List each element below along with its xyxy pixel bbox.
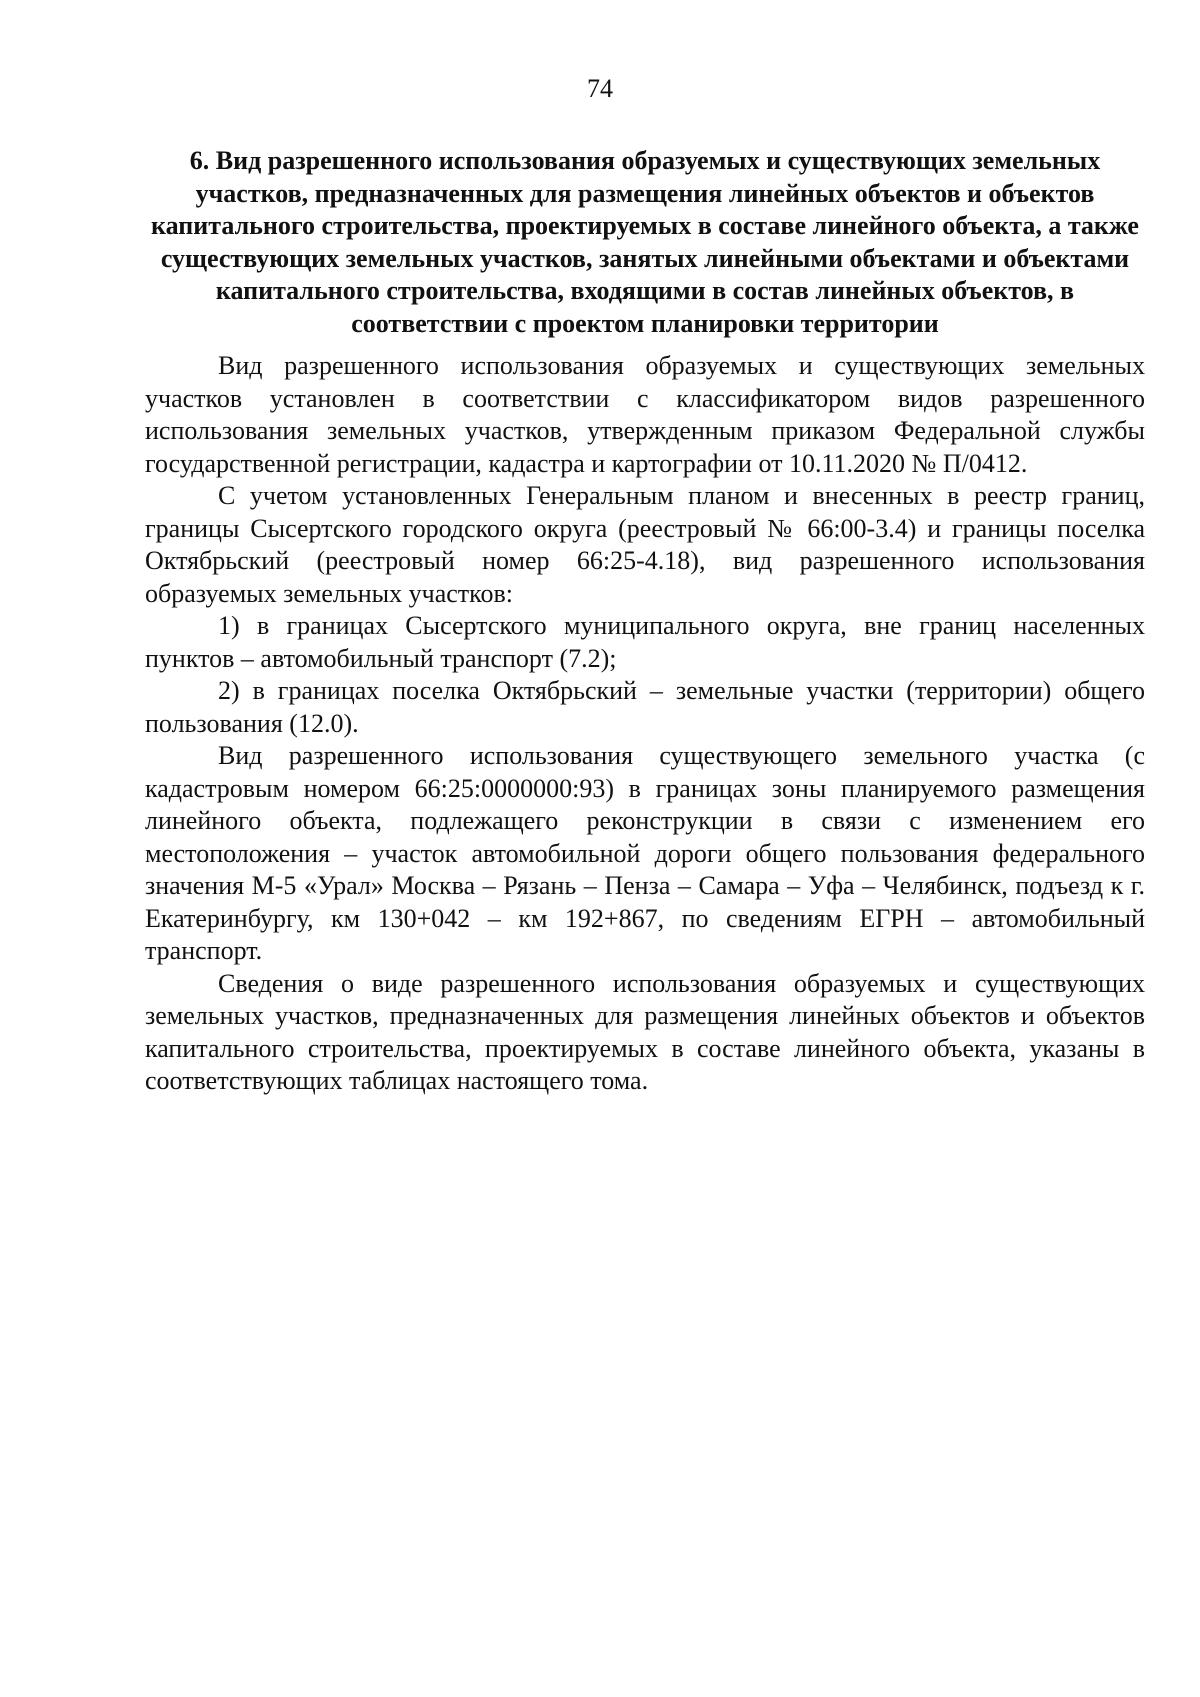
paragraph-list-item-2: 2) в границах поселка Октябрьский – земельные участки (территории) общего пользования (12.0). bbox=[145, 676, 1145, 738]
paragraph-classifier: Вид разрешенного использования образуемых и существующих земельных участков установлен в соответствии с классификатором видов разрешенного использования земельных участков, утвержденным приказом Федеральной службы государственной регистрации, кадастра и картографии от 10.11.2020 № П/0412. bbox=[145, 351, 1145, 478]
paragraph-list-item-1: 1) в границах Сысертского муниципального округа, вне границ населенных пунктов – автомобильный транспорт (7.2); bbox=[145, 611, 1145, 673]
document-body bbox=[145, 145, 1145, 1098]
paragraph-general-plan: С учетом установленных Генеральным планом и внесенных в реестр границ, границы Сысертского городского округа (реестровый № 66:00-3.4) и границы поселка Октябрьский (реестровый номер 66:25-4.18), вид разрешенного использования образуемых земельных участков: bbox=[145, 481, 1145, 608]
paragraph-tables-reference: Сведения о виде разрешенного использования образуемых и существующих земельных участков, предназначенных для размещения линейных объектов и объектов капитального строительства, проектируемых в составе линейного объекта, указаны в соответствующих таблицах настоящего тома. bbox=[145, 968, 1145, 1095]
paragraph-existing-plot: Вид разрешенного использования существующего земельного участка (с кадастровым номером 66:25:0000000:93) в границах зоны планируемого размещения линейного объекта, подлежащего реконструкции в связи с изменением его местоположения – участок автомобильной дороги общего пользования федерального значения М-5 «Урал» Москва – Рязань – Пенза – Самара – Уфа – Челябинск, подъезд к г. Екатеринбургу, км 130+042 – км 192+867, по сведениям ЕГРН – автомобильный транспорт. bbox=[145, 741, 1145, 965]
page-number: 74 bbox=[587, 74, 613, 103]
section-heading: 6. Вид разрешенного использования образуемых и существующих земельных участков, предназначенных для размещения линейных объектов и объектов капитального строительства, проектируемых в составе линейного объекта, а также существующих земельных участков, занятых линейными объектами и объектами капитального строительства, входящими в состав линейных объектов, в соответствии с проектом планировки территории bbox=[151, 146, 1139, 338]
